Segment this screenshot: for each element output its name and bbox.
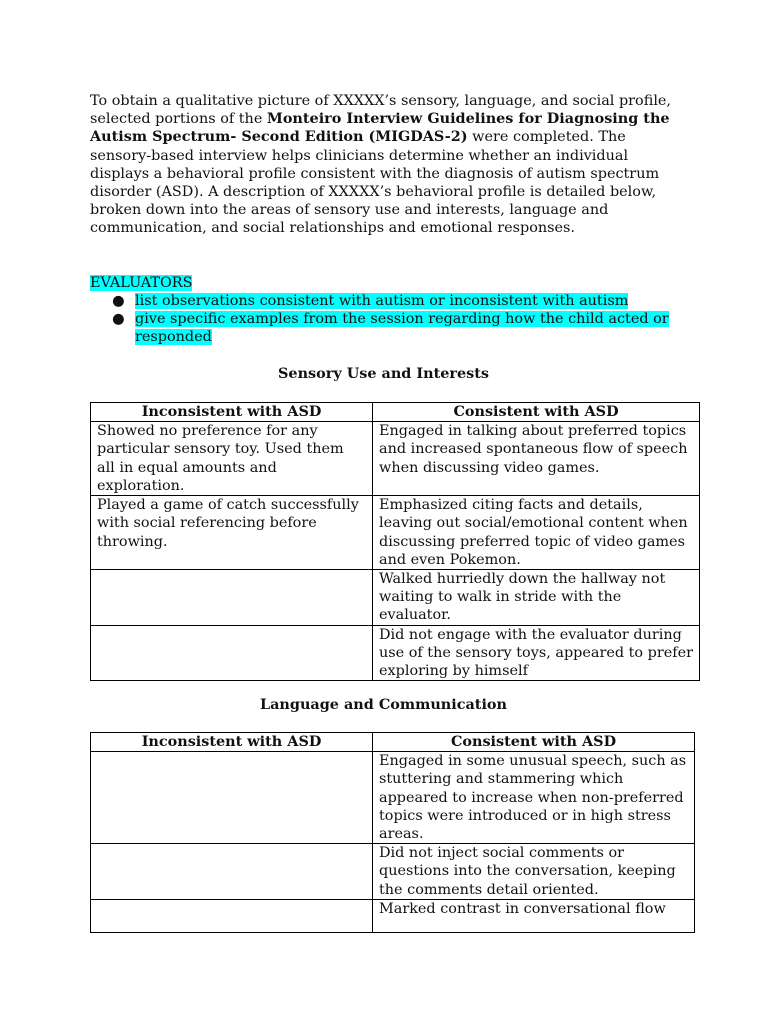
table-row (91, 625, 700, 681)
table-header-row (91, 733, 695, 752)
table-cell: Emphasized citing facts and details, leaving out social/emotional content when discussing preferred topic of video games and even Pokemon. (373, 496, 700, 570)
table-cell (91, 899, 373, 932)
table-row (91, 422, 700, 496)
table-cell (91, 844, 373, 900)
table-cell: Showed no preference for any particular sensory toy. Used them all in equal amounts and exploration. (91, 422, 373, 496)
table-cell: Marked contrast in conversational flow (373, 899, 695, 932)
evaluators-list-item (90, 310, 690, 346)
evaluators-heading (90, 274, 192, 292)
language-section-title: Language and Communication (259, 696, 507, 713)
table-row (91, 899, 695, 932)
evaluators-item-text: give specific examples from the session regarding how the child acted or responded (135, 311, 669, 346)
table-header-row (91, 403, 700, 422)
table-cell: Played a game of catch successfully with social referencing before throwing. (91, 496, 373, 570)
table-cell: Did not inject social comments or questions into the conversation, keeping the comments detail oriented. (373, 844, 695, 900)
table-cell: Engaged in some unusual speech, such as stuttering and stammering which appeared to increase when non-preferred topics were introduced or in high stress areas. (373, 752, 695, 844)
table-cell (91, 570, 373, 626)
table-cell: Walked hurriedly down the hallway not waiting to walk in stride with the evaluator. (373, 570, 700, 626)
intro-text-part2: were completed. The sensory-based interview helps clinicians determine whether an individual displays a behavioral profile consistent with the diagnosis of autism spectrum disorder (ASD). A description of XXXXX’s behavioral profile is detailed below, broken down into the areas of sensory use and interests, language and communication, and social relationships and emotional responses. (90, 129, 660, 237)
table-cell (91, 752, 373, 844)
intro-text-part1: To obtain a qualitative picture of XXXXX’s sensory, language, and social profile, selected portions of the (90, 93, 672, 128)
table-header-inconsistent: Inconsistent with ASD (91, 403, 373, 422)
table-cell: Engaged in talking about preferred topics and increased spontaneous flow of speech when discussing video games. (373, 422, 700, 496)
bullet-icon: ● (112, 311, 125, 328)
table-cell: Did not engage with the evaluator during use of the sensory toys, appeared to prefer exploring by himself (373, 625, 700, 681)
evaluators-item-text: list observations consistent with autism or inconsistent with autism (135, 293, 629, 309)
table-row (91, 496, 700, 570)
sensory-table (90, 402, 700, 681)
intro-text-bold: Monteiro Interview Guidelines for Diagnosing the Autism Spectrum- Second Edition (MIGDAS-2) (90, 110, 670, 146)
table-header-consistent: Consistent with ASD (373, 733, 695, 752)
table-cell (91, 625, 373, 681)
table-row (91, 752, 695, 844)
bullet-icon: ● (112, 293, 125, 309)
intro-paragraph (90, 92, 690, 238)
table-header-consistent: Consistent with ASD (373, 403, 700, 422)
language-table (90, 732, 695, 933)
evaluators-list (90, 292, 690, 347)
table-row (91, 844, 695, 900)
table-header-inconsistent: Inconsistent with ASD (91, 733, 373, 752)
evaluators-list-item (90, 292, 690, 310)
table-row (91, 570, 700, 626)
sensory-section-title: Sensory Use and Interests (278, 365, 489, 382)
evaluators-heading-text: EVALUATORS (90, 275, 193, 291)
